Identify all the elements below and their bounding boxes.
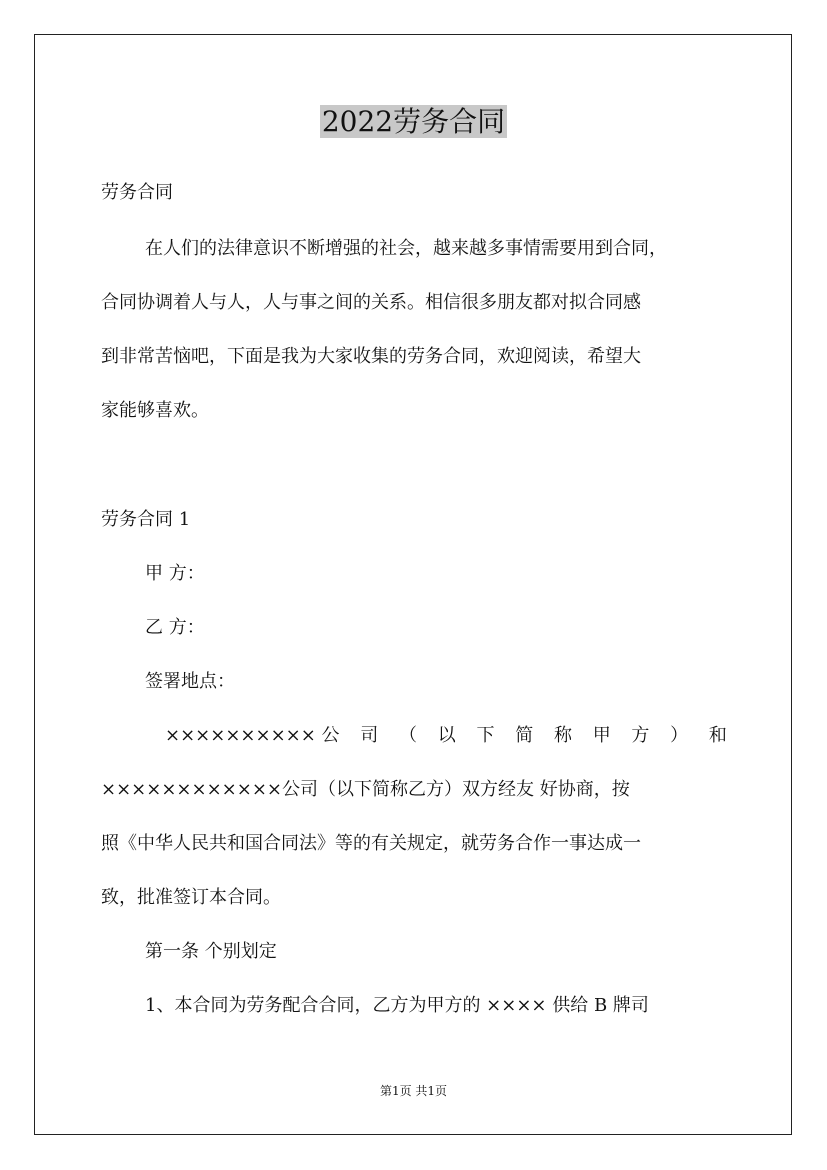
contract1-heading: 劳务合同 1 (101, 509, 191, 530)
article1-heading: 第一条 个别划定 (145, 941, 277, 962)
parties-line-4: 致，批准签订本合同。 (101, 887, 281, 908)
parties-segment: 司 (360, 725, 379, 746)
document-title-text: 2022劳务合同 (321, 105, 506, 138)
parties-segment: 方 (631, 725, 650, 746)
parties-line-3: 照《中华人民共和国合同法》等的有关规定，就劳务合作一事达成一 (101, 833, 641, 854)
parties-segment: 以 (437, 725, 456, 746)
intro-heading: 劳务合同 (101, 182, 173, 203)
parties-segment: 称 (553, 725, 572, 746)
parties-line-1 (101, 724, 727, 748)
party-a-label: 甲 方： (145, 563, 205, 584)
intro-line-1: 在人们的法律意识不断增强的社会，越来越多事情需要用到合同， (145, 238, 667, 259)
document-title (0, 104, 827, 140)
parties-segment: 甲 (592, 725, 611, 746)
parties-line-2: ××××××××××××公司（以下简称乙方）双方经友 好协商，按 (101, 779, 630, 800)
page-footer: 第1页 共1页 (379, 1084, 448, 1098)
parties-segment: 简 (515, 725, 534, 746)
party-b-label: 乙 方： (145, 617, 205, 638)
parties-segment: ） (670, 725, 689, 746)
article1-line-1: 1、本合同为劳务配合合同，乙方为甲方的 ×××× 供给 B 牌司 (145, 995, 649, 1016)
parties-segment: 下 (476, 725, 495, 746)
parties-segment: 和 (708, 725, 727, 746)
intro-line-2: 合同协调着人与人，人与事之间的关系。相信很多朋友都对拟合同感 (101, 292, 641, 313)
intro-line-3: 到非常苦恼吧，下面是我为大家收集的劳务合同，欢迎阅读，希望大 (101, 346, 641, 367)
parties-segment: （ (399, 725, 418, 746)
parties-segment: ×××××××××× 公 (165, 725, 340, 746)
sign-place-label: 签署地点： (145, 671, 235, 692)
intro-line-4: 家能够喜欢。 (101, 400, 209, 421)
